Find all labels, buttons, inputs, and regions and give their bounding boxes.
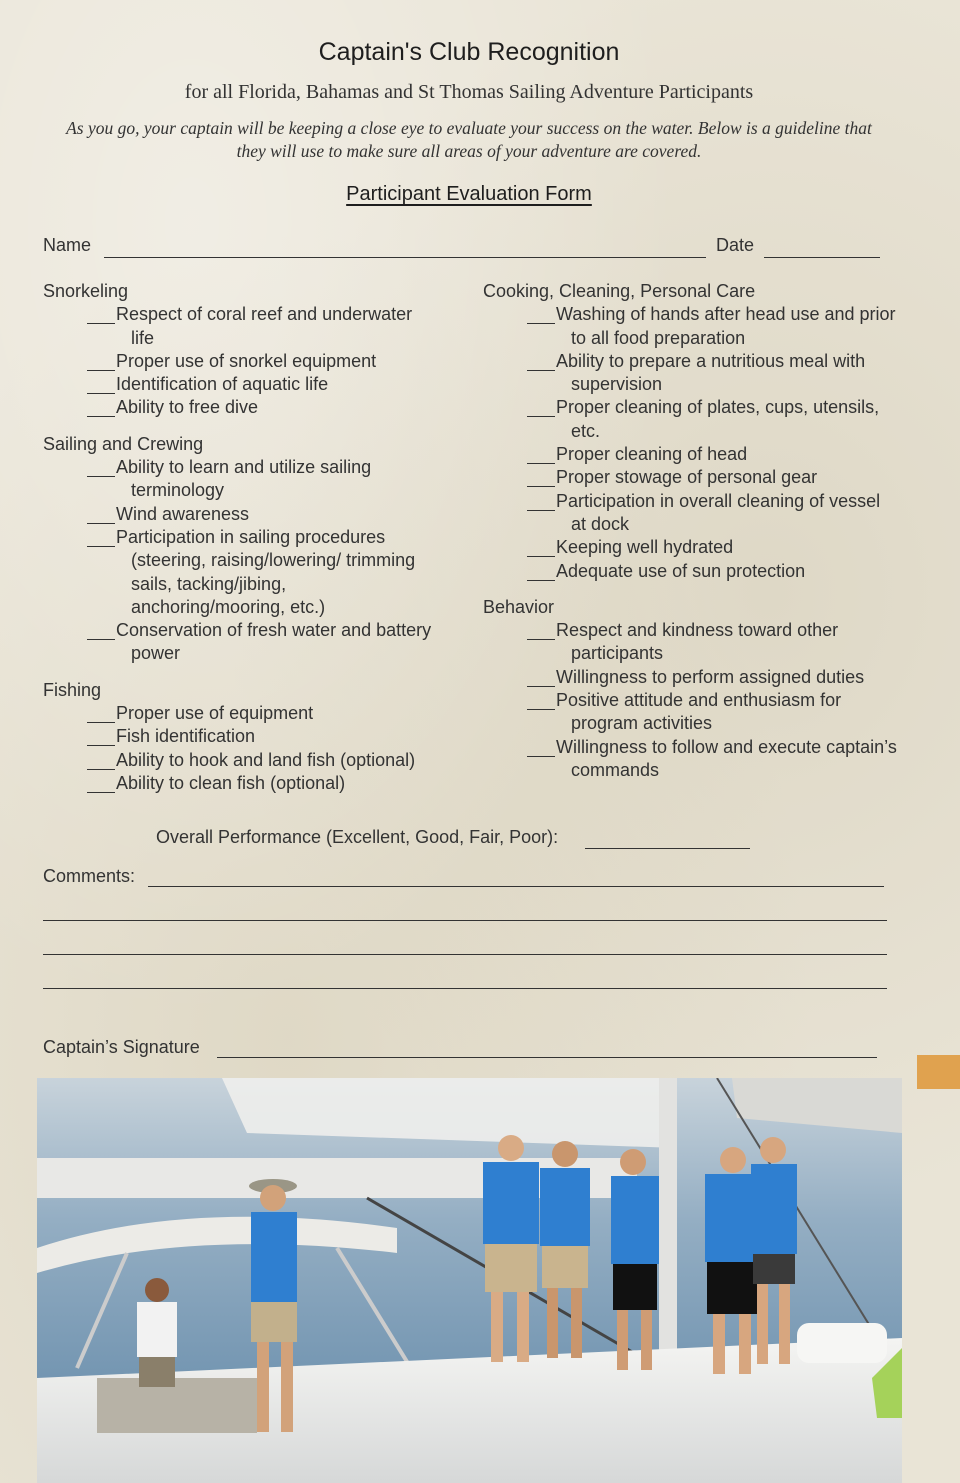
page-subtitle: for all Florida, Bahamas and St Thomas Sailing Adventure Participants: [184, 81, 754, 103]
checklist-item-label: Wind awareness: [116, 503, 250, 524]
section-heading: Snorkeling: [43, 281, 129, 301]
checklist-item-label: Willingness to follow and execute captain’s commands: [556, 736, 897, 780]
date-label: Date: [716, 235, 755, 255]
score-blank[interactable]: [527, 443, 555, 464]
score-blank[interactable]: [87, 503, 115, 524]
checklist-item: [43, 772, 443, 795]
checklist-item: [483, 443, 903, 466]
score-blank[interactable]: [87, 456, 115, 477]
sailboat-crew-photo: [37, 1078, 902, 1483]
name-field-line[interactable]: [104, 257, 706, 258]
checklist-item-label: Positive attitude and enthusiasm for program activities: [556, 690, 842, 734]
checklist-item-label: Respect and kindness toward other participants: [556, 620, 839, 664]
checklist-item-label: Ability to free dive: [116, 397, 259, 418]
checklist-item-label: Willingness to perform assigned duties: [556, 666, 865, 687]
checklist-item: [483, 303, 903, 350]
comments-line-1[interactable]: [148, 886, 884, 887]
date-field-line[interactable]: [764, 257, 880, 258]
checklist-item: [43, 373, 443, 396]
signature-line[interactable]: [217, 1057, 877, 1058]
checklist-item-label: Fish identification: [116, 726, 256, 747]
comments-label: Comments:: [43, 866, 136, 886]
checklist-item-label: Identification of aquatic life: [116, 374, 329, 395]
page-title: Captain's Club Recognition: [318, 38, 620, 66]
score-blank[interactable]: [87, 373, 115, 394]
checklist-item-label: Keeping well hydrated: [556, 537, 734, 558]
score-blank[interactable]: [87, 749, 115, 770]
life-raft: [797, 1323, 887, 1363]
checklist-item: [483, 536, 903, 559]
score-blank[interactable]: [87, 303, 115, 324]
score-blank[interactable]: [527, 303, 555, 324]
checklist-item-label: Participation in overall cleaning of vessel at dock: [556, 490, 881, 534]
checklist-item: [483, 466, 903, 489]
score-blank[interactable]: [527, 689, 555, 710]
checklist-item: [43, 702, 443, 725]
checklist-item: [483, 736, 903, 783]
checklist-item-label: Proper stowage of personal gear: [556, 467, 818, 488]
checklist-item: [483, 560, 903, 583]
score-blank[interactable]: [527, 560, 555, 581]
section-heading: Fishing: [43, 679, 102, 700]
checklist-item: [483, 666, 903, 689]
score-blank[interactable]: [87, 619, 115, 640]
comments-line-4[interactable]: [43, 988, 887, 989]
photo-illustration: [37, 1078, 902, 1483]
comments-line-2[interactable]: [43, 920, 887, 921]
score-blank[interactable]: [527, 536, 555, 557]
score-blank[interactable]: [87, 396, 115, 417]
checklist-item: [43, 350, 443, 373]
checklist-item: [483, 689, 903, 736]
checklist-item: [43, 725, 443, 748]
section-heading: Sailing and Crewing: [43, 433, 204, 454]
score-blank[interactable]: [87, 702, 115, 723]
score-blank[interactable]: [527, 396, 555, 417]
orange-tab-marker: [917, 1055, 960, 1089]
checklist-item: [483, 490, 903, 537]
checklist-item-label: Washing of hands after head use and prior to all food preparation: [556, 304, 896, 348]
checklist-item-label: Proper cleaning of plates, cups, utensils, etc.: [556, 397, 880, 441]
right-checklist-column: [483, 280, 903, 782]
checklist-item-label: Proper cleaning of head: [556, 444, 748, 465]
checklist-item-label: Proper use of equipment: [116, 703, 314, 724]
left-checklist-column: [43, 280, 443, 795]
checklist-item: [43, 456, 443, 503]
section-heading: Cooking, Cleaning, Personal Care: [483, 281, 756, 301]
overall-performance-label: Overall Performance (Excellent, Good, Fair, Poor):: [156, 827, 559, 847]
score-blank[interactable]: [87, 526, 115, 547]
checklist-item: [43, 526, 443, 619]
score-blank[interactable]: [527, 666, 555, 687]
intro-paragraph: As you go, your captain will be keeping a close eye to evaluate your success on the water. Below is a guideline that they will use to make sure all areas of your adventure are covered.: [66, 118, 872, 161]
checklist-item: [43, 619, 443, 666]
checklist-item: [43, 396, 443, 419]
signature-label: Captain’s Signature: [43, 1037, 200, 1057]
score-blank[interactable]: [87, 772, 115, 793]
checklist-item-label: Ability to prepare a nutritious meal with supervision: [556, 350, 866, 395]
section-heading: Behavior: [483, 596, 555, 617]
checklist-item: [483, 619, 903, 666]
checklist-item-label: Ability to clean fish (optional): [116, 772, 346, 793]
score-blank[interactable]: [527, 736, 555, 757]
checklist-item: [483, 396, 903, 443]
score-blank[interactable]: [87, 350, 115, 371]
checklist-item-label: Respect of coral reef and underwater life: [116, 304, 413, 348]
checklist-item-label: Ability to hook and land fish (optional): [116, 749, 416, 770]
score-blank[interactable]: [527, 490, 555, 511]
score-blank[interactable]: [527, 466, 555, 487]
checklist-item: [483, 350, 903, 397]
score-blank[interactable]: [527, 350, 555, 371]
checklist-item: [43, 749, 443, 772]
checklist-item: [43, 303, 443, 350]
checklist-item-label: Conservation of fresh water and battery power: [116, 620, 432, 664]
checklist-item-label: Proper use of snorkel equipment: [116, 350, 377, 371]
checklist-item-label: Ability to learn and utilize sailing terminology: [116, 457, 372, 501]
name-label: Name: [43, 235, 92, 255]
mast: [659, 1078, 677, 1378]
comments-line-3[interactable]: [43, 954, 887, 955]
cockpit: [97, 1378, 257, 1433]
checklist-item: [43, 503, 443, 526]
score-blank[interactable]: [527, 619, 555, 640]
checklist-item-label: Adequate use of sun protection: [556, 560, 806, 581]
form-title: Participant Evaluation Form: [346, 183, 592, 205]
checklist-item-label: Participation in sailing procedures (steering, raising/lowering/ trimming sails, tacking/jibing, anchoring/mooring, etc.): [116, 526, 416, 617]
overall-performance-line[interactable]: [585, 848, 750, 849]
score-blank[interactable]: [87, 725, 115, 746]
